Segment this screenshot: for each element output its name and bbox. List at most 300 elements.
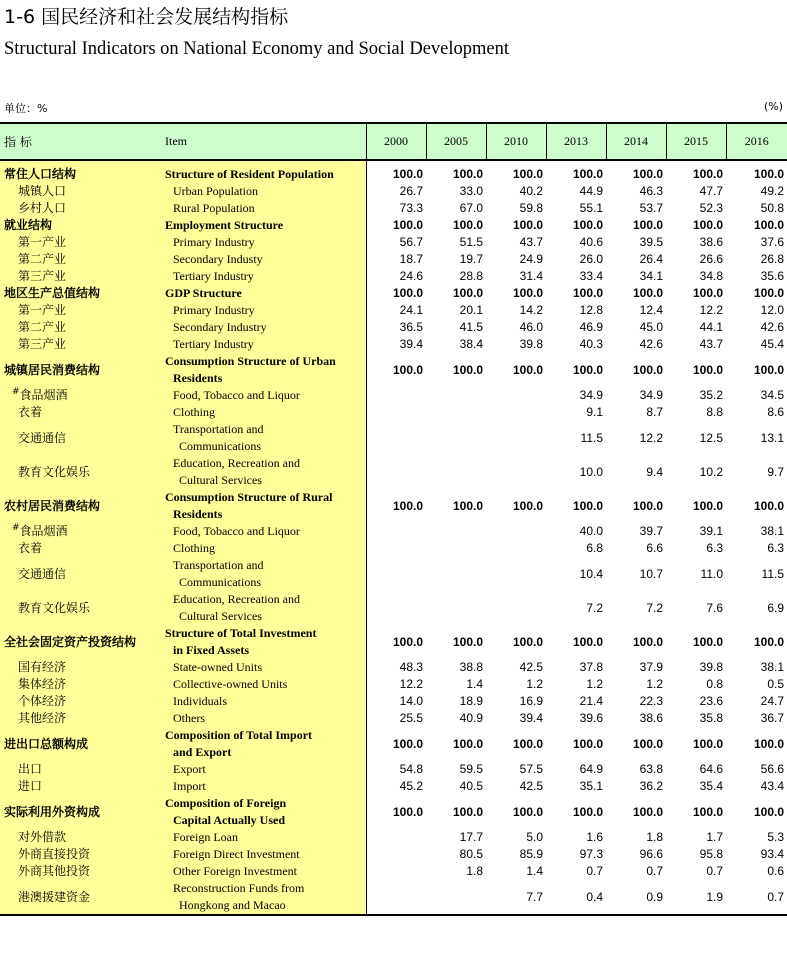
header-year: 2016 — [726, 123, 787, 160]
indicator-cn-text: 就业结构 — [4, 218, 53, 232]
value-cell: 100.0 — [512, 286, 543, 300]
indicator-cn-text: 食品烟酒 — [19, 524, 68, 538]
indicator-en-text: Tertiary Industry — [173, 337, 254, 351]
value-cell: 0.7 — [586, 864, 603, 878]
table-header-row — [0, 123, 787, 160]
value-cell: 14.2 — [519, 303, 543, 317]
indicator-en-text-line2: Hongkong and Macao — [179, 898, 286, 912]
value-cell: 7.7 — [486, 880, 546, 915]
indicator-en-text: Foreign Direct Investment — [173, 847, 300, 861]
table-row — [0, 217, 787, 234]
value-cell: 17.7 — [459, 830, 483, 844]
value-cell — [426, 523, 486, 540]
indicator-cn-text: 集体经济 — [18, 677, 67, 691]
value-cell: 41.5 — [459, 320, 483, 334]
value-cell: 100.0 — [452, 167, 483, 181]
value-cell: 0.6 — [767, 864, 784, 878]
value-cell: 97.3 — [579, 847, 603, 861]
indicator-en — [165, 540, 366, 557]
value-cell — [486, 421, 546, 455]
indicator-en-text: Food, Tobacco and Liquor — [173, 524, 300, 538]
value-cell: 9.1 — [586, 405, 603, 419]
indicator-cn-text: 第二产业 — [18, 320, 67, 334]
value-cell: 38.6 — [639, 711, 663, 725]
value-cell — [486, 540, 546, 557]
table-row — [0, 166, 787, 183]
indicator-en-text: Structure of Total Investment — [165, 626, 317, 640]
indicator-en-text: Transportation and — [173, 422, 264, 436]
value-cell: 36.5 — [399, 320, 423, 334]
indicator-en — [165, 523, 366, 540]
value-cell: 6.6 — [646, 541, 663, 555]
value-cell: 1.8 — [646, 830, 663, 844]
indicator-en — [165, 200, 366, 217]
value-cell: 100.0 — [512, 804, 543, 819]
value-cell: 100.0 — [692, 498, 723, 513]
value-cell: 93.4 — [760, 847, 784, 861]
value-cell: 28.8 — [459, 269, 483, 283]
value-cell: 100.0 — [753, 167, 784, 181]
indicator-en — [165, 234, 366, 251]
value-cell: 6.8 — [586, 541, 603, 555]
value-cell: 33.4 — [579, 269, 603, 283]
indicator-en-text-line2: and Export — [173, 745, 232, 759]
indicator-cn — [0, 625, 165, 659]
indicator-en — [165, 880, 366, 915]
value-cell: 35.4 — [699, 779, 723, 793]
value-cell: 39.1 — [699, 524, 723, 538]
indicator-en-text: Secondary Industry — [173, 320, 267, 334]
value-cell: 100.0 — [572, 804, 603, 819]
table-row — [0, 778, 787, 795]
value-cell: 45.0 — [639, 320, 663, 334]
indicator-cn-text: 全社会固定资产投资结构 — [4, 634, 137, 649]
value-cell: 100.0 — [452, 634, 483, 649]
indicator-en — [165, 336, 366, 353]
indicator-cn-text: 实际利用外资构成 — [4, 804, 101, 819]
indicator-en — [165, 387, 366, 404]
value-cell — [486, 591, 546, 625]
value-cell: 36.2 — [639, 779, 663, 793]
value-cell: 100.0 — [512, 498, 543, 513]
value-cell: 100.0 — [452, 286, 483, 300]
value-cell — [426, 404, 486, 421]
indicator-en — [165, 693, 366, 710]
value-cell: 73.3 — [399, 201, 423, 215]
indicator-cn — [0, 319, 165, 336]
value-cell: 42.5 — [519, 779, 543, 793]
value-cell: 26.6 — [699, 252, 723, 266]
table-row — [0, 625, 787, 659]
indicator-cn-text: 常住人口结构 — [4, 167, 77, 181]
value-cell: 34.1 — [639, 269, 663, 283]
indicator-en-text-line2: Communications — [179, 575, 261, 589]
indicator-cn-text: 衣着 — [18, 541, 43, 555]
value-cell: 40.3 — [579, 337, 603, 351]
value-cell: 44.9 — [579, 184, 603, 198]
table-row — [0, 200, 787, 217]
table-row — [0, 387, 787, 404]
table-body — [0, 160, 787, 915]
value-cell: 38.6 — [699, 235, 723, 249]
indicator-cn — [0, 795, 165, 829]
value-cell: 7.2 — [646, 600, 663, 615]
indicator-en-text: Export — [173, 762, 206, 776]
value-cell: 6.3 — [706, 541, 723, 555]
indicator-en — [165, 455, 366, 489]
indicator-cn — [0, 557, 165, 591]
value-cell: 100.0 — [692, 167, 723, 181]
value-cell: 63.8 — [639, 762, 663, 776]
value-cell: 100.0 — [512, 736, 543, 751]
indicator-en-text: Consumption Structure of Urban — [165, 354, 336, 368]
indicator-en — [165, 795, 366, 829]
value-cell: 56.6 — [760, 762, 784, 776]
value-cell: 31.4 — [519, 269, 543, 283]
value-cell: 1.2 — [646, 677, 663, 691]
value-cell: 100.0 — [452, 736, 483, 751]
value-cell: 59.5 — [459, 762, 483, 776]
indicator-cn — [0, 880, 165, 915]
table-row — [0, 863, 787, 880]
value-cell: 50.8 — [760, 201, 784, 215]
indicator-en — [165, 353, 366, 387]
indicator-en-text: Composition of Foreign — [165, 796, 287, 810]
value-cell: 7.6 — [706, 600, 723, 615]
indicator-en — [165, 727, 366, 761]
value-cell: 0.5 — [767, 677, 784, 691]
value-cell: 33.0 — [459, 184, 483, 198]
indicator-cn-text: 农村居民消费结构 — [4, 498, 101, 513]
value-cell: 100.0 — [392, 736, 423, 751]
value-cell: 10.7 — [639, 566, 663, 581]
table-row — [0, 557, 787, 591]
value-cell: 46.3 — [639, 184, 663, 198]
value-cell: 10.4 — [579, 566, 603, 581]
value-cell: 22.3 — [639, 694, 663, 708]
indicator-en-text: Clothing — [173, 541, 216, 555]
value-cell: 100.0 — [452, 218, 483, 232]
indicator-en — [165, 268, 366, 285]
indicator-cn-text: 交通通信 — [18, 566, 67, 581]
value-cell: 44.1 — [699, 320, 723, 334]
value-cell — [366, 557, 426, 591]
table-row — [0, 251, 787, 268]
value-cell: 47.7 — [699, 184, 723, 198]
value-cell: 57.5 — [519, 762, 543, 776]
value-cell: 1.6 — [586, 830, 603, 844]
indicator-en-text: Education, Recreation and — [173, 592, 300, 606]
value-cell: 96.6 — [639, 847, 663, 861]
value-cell: 39.4 — [399, 337, 423, 351]
value-cell: 37.6 — [760, 235, 784, 249]
indicator-cn — [0, 540, 165, 557]
indicator-cn — [0, 659, 165, 676]
indicator-cn — [0, 846, 165, 863]
value-cell: 100.0 — [512, 634, 543, 649]
value-cell: 51.5 — [459, 235, 483, 249]
footnote-mark: # — [12, 523, 20, 533]
indicator-cn — [0, 710, 165, 727]
value-cell: 49.2 — [760, 184, 784, 198]
page-title-en: Structural Indicators on National Economy and Social Development — [4, 39, 510, 59]
value-cell: 12.2 — [639, 430, 663, 445]
value-cell: 100.0 — [753, 736, 784, 751]
indicator-en — [165, 761, 366, 778]
indicator-en — [165, 557, 366, 591]
value-cell: 8.7 — [646, 405, 663, 419]
value-cell: 95.8 — [699, 847, 723, 861]
value-cell: 100.0 — [452, 362, 483, 377]
value-cell: 11.0 — [700, 566, 723, 581]
indicator-cn-text: 对外借款 — [18, 830, 67, 844]
header-item-en: Item — [165, 123, 366, 160]
value-cell: 80.5 — [459, 847, 483, 861]
indicator-cn — [0, 336, 165, 353]
value-cell: 12.8 — [579, 303, 603, 317]
value-cell: 100.0 — [572, 167, 603, 181]
value-cell: 35.8 — [699, 711, 723, 725]
indicator-en-text: Import — [173, 779, 206, 793]
value-cell: 34.9 — [579, 388, 603, 402]
indicator-cn-text: 第三产业 — [18, 269, 67, 283]
indicator-cn-text: 第一产业 — [18, 235, 67, 249]
indicator-cn-text: 第一产业 — [18, 303, 67, 317]
value-cell: 100.0 — [753, 362, 784, 377]
value-cell: 10.0 — [579, 464, 603, 479]
value-cell — [426, 540, 486, 557]
value-cell: 6.3 — [767, 541, 784, 555]
value-cell: 40.0 — [579, 524, 603, 538]
value-cell: 100.0 — [452, 804, 483, 819]
value-cell: 0.8 — [706, 677, 723, 691]
indicator-en — [165, 489, 366, 523]
indicator-cn — [0, 676, 165, 693]
value-cell: 100.0 — [753, 634, 784, 649]
indicator-cn-text: 教育文化娱乐 — [18, 600, 91, 615]
value-cell: 59.8 — [519, 201, 543, 215]
indicator-cn-text: 教育文化娱乐 — [18, 464, 91, 479]
indicator-cn-text: 国有经济 — [18, 660, 67, 674]
value-cell: 100.0 — [632, 362, 663, 377]
indicator-cn-text: 城镇人口 — [18, 184, 67, 198]
value-cell: 35.1 — [579, 779, 603, 793]
unit-label-right: (%) — [763, 100, 783, 113]
value-cell: 100.0 — [572, 498, 603, 513]
indicator-cn — [0, 353, 165, 387]
indicator-cn-text: 交通通信 — [18, 430, 67, 445]
value-cell — [426, 421, 486, 455]
value-cell: 38.4 — [459, 337, 483, 351]
value-cell — [366, 880, 426, 915]
value-cell: 9.4 — [646, 464, 663, 479]
value-cell: 1.2 — [586, 677, 603, 691]
indicator-en-text: Food, Tobacco and Liquor — [173, 388, 300, 402]
page-title-cn: 1-6 国民经济和社会发展结构指标 — [4, 6, 289, 28]
value-cell: 100.0 — [392, 286, 423, 300]
value-cell: 21.4 — [579, 694, 603, 708]
value-cell: 12.4 — [639, 303, 663, 317]
value-cell: 40.6 — [579, 235, 603, 249]
indicator-cn-text: 城镇居民消费结构 — [4, 362, 101, 377]
value-cell — [366, 455, 426, 489]
table-row — [0, 795, 787, 829]
indicator-cn-text: 第二产业 — [18, 252, 67, 266]
value-cell: 100.0 — [392, 804, 423, 819]
value-cell: 100.0 — [572, 634, 603, 649]
indicator-en-text: Structure of Resident Population — [165, 167, 334, 181]
value-cell: 54.8 — [399, 762, 423, 776]
value-cell: 42.6 — [760, 320, 784, 334]
value-cell: 64.9 — [579, 762, 603, 776]
value-cell: 100.0 — [753, 286, 784, 300]
indicator-en — [165, 676, 366, 693]
value-cell: 24.9 — [519, 252, 543, 266]
indicator-cn — [0, 778, 165, 795]
value-cell: 43.7 — [699, 337, 723, 351]
value-cell: 20.1 — [459, 303, 483, 317]
value-cell: 39.5 — [639, 235, 663, 249]
value-cell — [486, 523, 546, 540]
value-cell: 13.1 — [760, 430, 784, 445]
value-cell: 12.2 — [699, 303, 723, 317]
value-cell — [486, 387, 546, 404]
indicator-cn-text: 食品烟酒 — [19, 388, 68, 402]
value-cell: 24.6 — [399, 269, 423, 283]
value-cell: 43.7 — [519, 235, 543, 249]
value-cell — [366, 523, 426, 540]
indicator-cn — [0, 285, 165, 302]
value-cell: 12.2 — [399, 677, 423, 691]
table-row — [0, 302, 787, 319]
indicator-en-text: Urban Population — [173, 184, 258, 198]
value-cell: 16.9 — [519, 694, 543, 708]
value-cell: 46.9 — [579, 320, 603, 334]
value-cell: 40.9 — [459, 711, 483, 725]
value-cell: 38.1 — [760, 660, 784, 674]
indicator-en-text: State-owned Units — [173, 660, 262, 674]
value-cell: 100.0 — [572, 218, 603, 232]
value-cell: 23.6 — [699, 694, 723, 708]
value-cell: 42.6 — [639, 337, 663, 351]
value-cell: 12.5 — [699, 430, 723, 445]
value-cell: 100.0 — [692, 634, 723, 649]
value-cell: 100.0 — [632, 498, 663, 513]
value-cell: 100.0 — [753, 218, 784, 232]
indicator-cn — [0, 761, 165, 778]
value-cell — [426, 591, 486, 625]
indicator-en-text: Primary Industry — [173, 235, 255, 249]
value-cell: 100.0 — [572, 736, 603, 751]
value-cell: 39.4 — [519, 711, 543, 725]
value-cell: 35.6 — [760, 269, 784, 283]
value-cell: 0.7 — [726, 880, 787, 915]
value-cell: 100.0 — [572, 286, 603, 300]
table-row — [0, 421, 787, 455]
indicator-en-text: Individuals — [173, 694, 227, 708]
value-cell: 26.4 — [639, 252, 663, 266]
indicator-cn — [0, 727, 165, 761]
table-row — [0, 489, 787, 523]
value-cell: 19.7 — [459, 252, 483, 266]
value-cell — [366, 829, 426, 846]
value-cell: 100.0 — [632, 634, 663, 649]
value-cell — [366, 846, 426, 863]
value-cell: 100.0 — [392, 498, 423, 513]
value-cell: 45.4 — [760, 337, 784, 351]
indicator-en — [165, 217, 366, 234]
value-cell: 0.9 — [606, 880, 666, 915]
value-cell: 18.7 — [399, 252, 423, 266]
indicator-cn-text: 其他经济 — [18, 711, 67, 725]
indicator-table — [0, 122, 787, 916]
indicator-en — [165, 625, 366, 659]
value-cell: 43.4 — [760, 779, 784, 793]
indicator-en-text: Consumption Structure of Rural — [165, 490, 333, 504]
value-cell: 1.4 — [466, 677, 483, 691]
table-row — [0, 693, 787, 710]
value-cell: 100.0 — [512, 167, 543, 181]
indicator-en — [165, 251, 366, 268]
value-cell: 100.0 — [632, 218, 663, 232]
value-cell: 9.7 — [767, 464, 784, 479]
indicator-en — [165, 710, 366, 727]
indicator-en — [165, 829, 366, 846]
indicator-cn-text: 乡村人口 — [18, 201, 67, 215]
value-cell — [426, 557, 486, 591]
indicator-en-text: Others — [173, 711, 205, 725]
indicator-cn — [0, 829, 165, 846]
value-cell: 100.0 — [632, 286, 663, 300]
value-cell: 8.8 — [706, 405, 723, 419]
table-row — [0, 761, 787, 778]
indicator-en-text-line2: Communications — [179, 439, 261, 453]
indicator-cn-text: 出口 — [18, 762, 43, 776]
table-row — [0, 455, 787, 489]
value-cell: 34.8 — [699, 269, 723, 283]
value-cell: 64.6 — [699, 762, 723, 776]
indicator-en-text-line2: Cultural Services — [179, 473, 262, 487]
indicator-en-text: Collective-owned Units — [173, 677, 288, 691]
table-row — [0, 727, 787, 761]
indicator-en-text-line2: Residents — [173, 507, 223, 521]
indicator-en-text: Transportation and — [173, 558, 264, 572]
table-row — [0, 268, 787, 285]
value-cell: 5.0 — [526, 830, 543, 844]
value-cell: 100.0 — [692, 362, 723, 377]
indicator-en-text: Education, Recreation and — [173, 456, 300, 470]
value-cell — [426, 455, 486, 489]
indicator-cn — [0, 421, 165, 455]
value-cell: 100.0 — [632, 167, 663, 181]
value-cell: 10.2 — [699, 464, 723, 479]
value-cell: 24.7 — [760, 694, 784, 708]
value-cell: 100.0 — [512, 362, 543, 377]
value-cell: 38.1 — [760, 524, 784, 538]
unit-label: 单位：% — [4, 102, 48, 115]
indicator-cn — [0, 234, 165, 251]
value-cell: 40.2 — [519, 184, 543, 198]
table-row — [0, 540, 787, 557]
indicator-cn — [0, 166, 165, 183]
indicator-cn — [0, 302, 165, 319]
value-cell — [486, 404, 546, 421]
value-cell — [366, 863, 426, 880]
value-cell: 100.0 — [753, 498, 784, 513]
indicator-cn — [0, 217, 165, 234]
indicator-cn-text: 港澳援建资金 — [18, 889, 91, 904]
indicator-en — [165, 404, 366, 421]
